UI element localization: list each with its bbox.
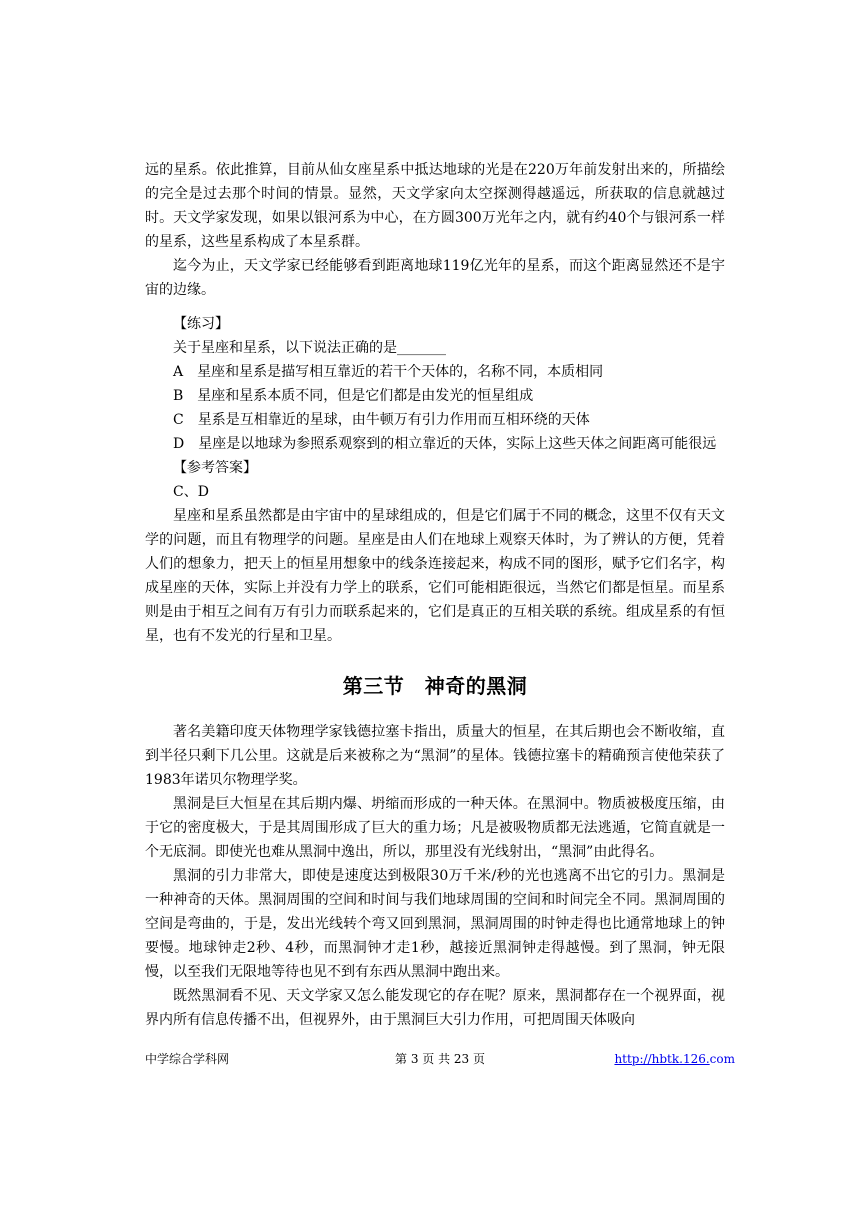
section-paragraph: 著名美籍印度天体物理学家钱德拉塞卡指出，质量大的恒星，在其后期也会不断收缩，直到半径只剩下几公里。这就是后来被称之为“黑洞”的星体。钱德拉塞卡的精确预言使他荣获了1983年诺贝尔物理学奖。 — [145, 724, 725, 788]
page-content — [145, 158, 725, 1032]
section-paragraph: 黑洞的引力非常大，即使是速度达到极限30万千米/秒的光也逃离不出它的引力。黑洞是一种神奇的天体。黑洞周围的空间和时间与我们地球周围的空间和时间完全不同。黑洞周围的空间是弯曲的，于是，发出光线转个弯又回到黑洞，黑洞周围的时钟走得也比通常地球上的钟要慢。地球钟走2秒、4秒，而黑洞钟才走1秒，越接近黑洞钟走得越慢。到了黑洞，钟无限慢，以至我们无限地等待也见不到有东西从黑洞中跑出来。 — [145, 868, 725, 980]
answer-value: C、D — [173, 484, 209, 500]
footer-url-tail[interactable]: com — [709, 1052, 735, 1066]
footer-site-name: 中学综合学科网 — [145, 1052, 230, 1066]
footer-url[interactable]: http://hbtk.126. — [614, 1052, 710, 1066]
exercise-question: 关于星座和星系，以下说法正确的是_______ — [173, 340, 446, 356]
paragraph-continuation: 远的星系。依此推算，目前从仙女座星系中抵达地球的光是在220万年前发射出来的，所描绘的完全是过去那个时间的情景。显然，天文学家向太空探测得越遥远，所获取的信息就越过时。天文学家发现，如果以银河系为中心，在方圆300万光年之内，就有约40个与银河系一样的星系，这些星系构成了本星系群。 — [145, 162, 725, 250]
exercise-option-b: B 星座和星系本质不同，但是它们都是由发光的恒星组成 — [173, 388, 534, 404]
answer-explanation: 星座和星系虽然都是由宇宙中的星球组成的，但是它们属于不同的概念，这里不仅有天文学的问题，而且有物理学的问题。星座是由人们在地球上观察天体时，为了辨认的方便，凭着人们的想象力，把天上的恒星用想象中的线条连接起来，构成不同的图形，赋予它们名字，构成星座的天体，实际上并没有力学上的联系，它们可能相距很远，当然它们都是恒星。而星系则是由于相互之间有万有引力而联系起来的，它们是真正的互相关联的系统。组成星系的有恒星，也有不发光的行星和卫星。 — [145, 508, 725, 644]
section-paragraph: 黑洞是巨大恒星在其后期内爆、坍缩而形成的一种天体。在黑洞中。物质被极度压缩，由于它的密度极大，于是其周围形成了巨大的重力场；凡是被吸物质都无法逃遁，它简直就是一个无底洞。即使光也难从黑洞中逸出，所以，那里没有光线射出，“黑洞”由此得名。 — [145, 796, 725, 860]
exercise-option-a: A 星座和星系是描写相互靠近的若干个天体的，名称不同，本质相同 — [173, 364, 604, 380]
footer-page-info: 第 3 页 共 23 页 — [395, 1052, 485, 1066]
answer-heading: 【参考答案】 — [173, 460, 257, 476]
paragraph-observation-limit: 迄今为止，天文学家已经能够看到距离地球119亿光年的星系，而这个距离显然还不是宇宙的边缘。 — [145, 258, 725, 298]
exercise-option-c: C 星系是互相靠近的星球，由牛顿万有引力作用而互相环绕的天体 — [173, 412, 590, 428]
page-footer — [145, 1049, 735, 1069]
footer-link[interactable] — [614, 1049, 735, 1069]
section-title: 第三节 神奇的黑洞 — [342, 674, 528, 698]
exercise-option-d: D 星座是以地球为参照系观察到的相立靠近的天体，实际上这些天体之间距离可能很远 — [173, 436, 717, 452]
section-paragraph: 既然黑洞看不见、天文学家又怎么能发现它的存在呢？原来，黑洞都存在一个视界面，视界内所有信息传播不出，但视界外，由于黑洞巨大引力作用，可把周围天体吸向 — [145, 988, 725, 1028]
exercise-heading: 【练习】 — [173, 316, 229, 332]
